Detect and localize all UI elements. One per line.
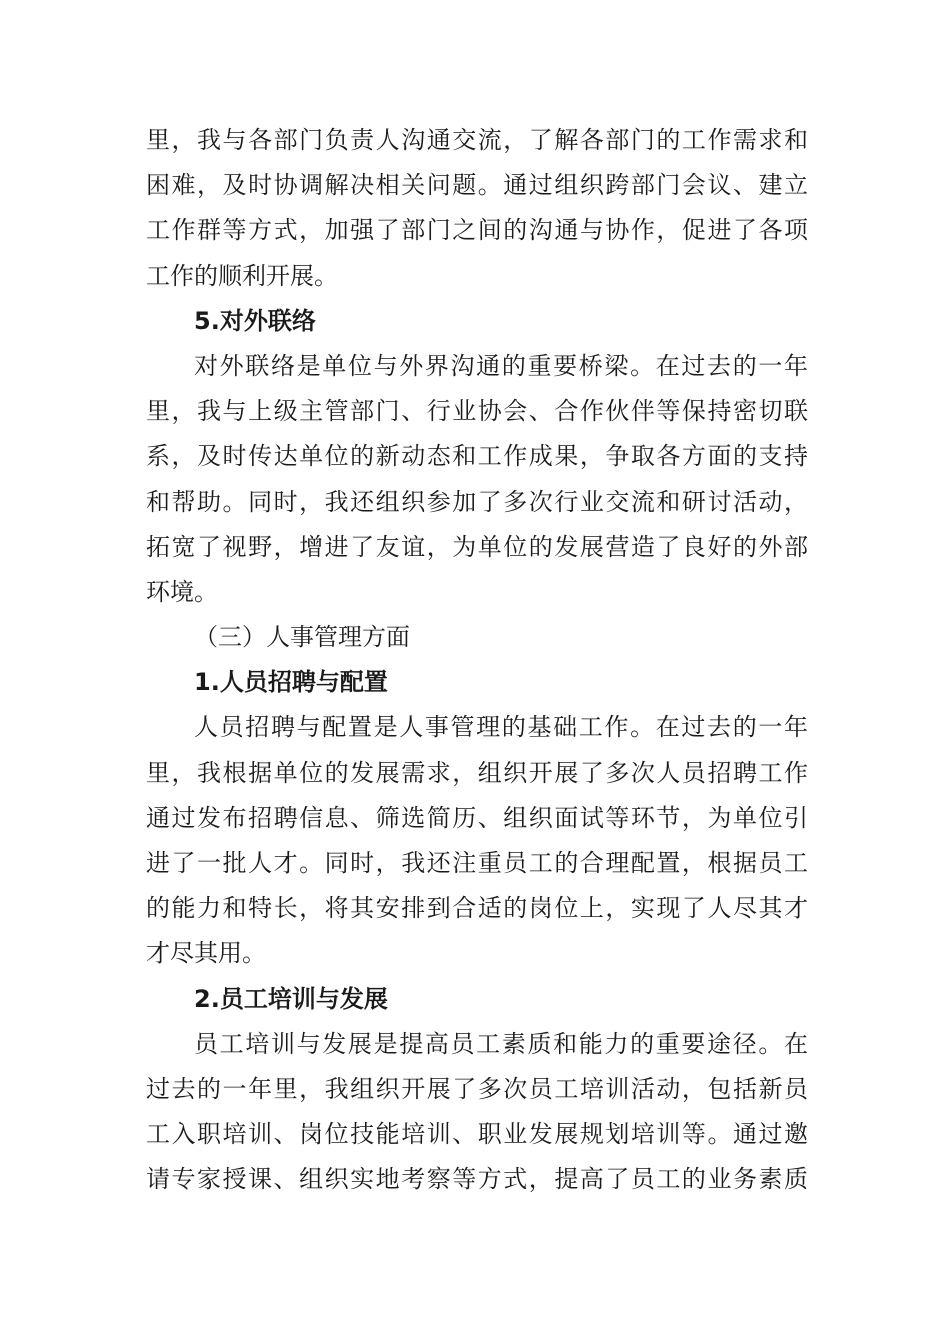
- document-page: [146, 118, 808, 1203]
- text-line: 里，我根据单位的发展需求，组织开展了多次人员招聘工作: [146, 758, 808, 787]
- heading-recruitment: 1.人员招聘与配置: [194, 668, 388, 697]
- text-line: 人员招聘与配置是人事管理的基础工作。在过去的一年: [194, 713, 808, 742]
- heading-training: 2.员工培训与发展: [194, 984, 388, 1013]
- section-title-hr-management: （三）人事管理方面: [194, 623, 410, 652]
- text-line: 请专家授课、组织实地考察等方式，提高了员工的业务素质: [146, 1165, 808, 1194]
- text-line: 里，我与各部门负责人沟通交流，了解各部门的工作需求和: [146, 126, 808, 154]
- text-line: 过去的一年里，我组织开展了多次员工培训活动，包括新员: [146, 1074, 808, 1103]
- text-line: 员工培训与发展是提高员工素质和能力的重要途径。在: [194, 1029, 808, 1058]
- text-line: 对外联络是单位与外界沟通的重要桥梁。在过去的一年: [194, 351, 808, 380]
- paragraph-department-communication: [146, 118, 808, 299]
- text-line: 工入职培训、岗位技能培训、职业发展规划培训等。通过邀: [146, 1120, 808, 1149]
- text-line: 和帮助。同时，我还组织参加了多次行业交流和研讨活动，: [146, 487, 808, 516]
- text-line: 困难，及时协调解决相关问题。通过组织跨部门会议、建立: [146, 171, 808, 200]
- text-line: 环境。: [146, 577, 218, 606]
- text-line: 的能力和特长，将其安排到合适的岗位上，实现了人尽其才: [146, 894, 808, 923]
- paragraph-external-liaison: [146, 344, 808, 615]
- text-line: 进了一批人才。同时，我还注重员工的合理配置，根据员工: [146, 849, 808, 877]
- text-line: 通过发布招聘信息、筛选简历、组织面试等环节，为单位引: [146, 803, 808, 832]
- text-line: 才尽其用。: [146, 939, 266, 968]
- text-line: 拓宽了视野，增进了友谊，为单位的发展营造了良好的外部: [146, 532, 808, 561]
- text-line: 工作的顺利开展。: [146, 261, 338, 290]
- text-line: 系，及时传达单位的新动态和工作成果，争取各方面的支持: [146, 442, 808, 471]
- text-line: 工作群等方式，加强了部门之间的沟通与协作，促进了各项: [146, 216, 808, 245]
- heading-external-liaison: 5.对外联络: [194, 306, 316, 335]
- paragraph-training: [146, 1022, 808, 1203]
- text-line: 里，我与上级主管部门、行业协会、合作伙伴等保持密切联: [146, 397, 808, 426]
- paragraph-recruitment: [146, 705, 808, 976]
